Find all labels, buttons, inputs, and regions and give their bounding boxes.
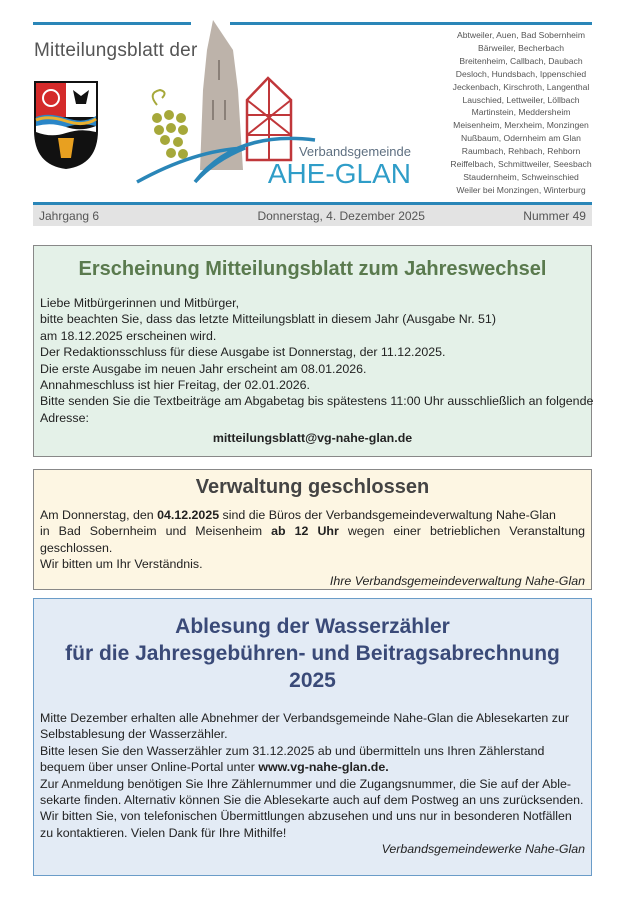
text: sind die Büros der Verbandsgemeindeverwaltung Nahe-Glan — [219, 508, 556, 522]
town-line: Nußbaum, Odernheim am Glan — [461, 133, 581, 144]
text: bequem über unser Online-Portal unter — [40, 760, 259, 775]
text-line: Wir bitten Sie, von telefonischen Übermittlungen abzusehen und uns nur in besonderen Notfällen — [40, 809, 572, 824]
town-line: Lauschied, Lettweiler, Löllbach — [462, 94, 580, 105]
notice-title: Ablesung der Wasserzähler — [175, 615, 450, 638]
text-line: Wir bitten um Ihr Verständnis. — [40, 557, 203, 572]
town-line: Reiffelbach, Schmittweiler, Seesbach — [450, 159, 592, 170]
masthead-title: Mitteilungsblatt der — [34, 40, 198, 61]
text-line: Liebe Mitbürgerinnen und Mitbürger, — [40, 296, 240, 310]
text-line: Adresse: — [40, 410, 89, 425]
text-line: Der Redaktionsschluss für diese Ausgabe ist Donnerstag, der 11.12.2025. — [40, 345, 446, 360]
issue-date: Donnerstag, 4. Dezember 2025 — [257, 208, 425, 223]
town-line: Raumbach, Rehbach, Rehborn — [461, 146, 581, 157]
text-line: Mitte Dezember erhalten alle Abnehmer der Verbandsgemeinde Nahe-Glan die Ablesekarten zur — [40, 711, 569, 725]
issue-number: Nummer 49 — [523, 208, 586, 223]
logo-name: AHE-GLAN — [267, 158, 411, 189]
town-line: Desloch, Hundsbach, Ippenschied — [455, 68, 587, 79]
text-line: zu kontaktieren. Vielen Dank für Ihre Mithilfe! — [40, 825, 287, 840]
text: in Bad Sobernheim und Meisenheim — [40, 524, 272, 539]
text-line: geschlossen. — [40, 540, 113, 555]
time-bold: ab 12 Uhr — [271, 524, 339, 539]
town-line: Staudernheim, Schweinschied — [463, 171, 579, 182]
text-line: Annahmeschluss ist hier Freitag, der 02.01.2026. — [40, 378, 310, 393]
text-line: Zur Anmeldung benötigen Sie Ihre Zählernummer und die Zugangsnummer, die Sie auf der Able- — [40, 776, 572, 791]
date-bold: 04.12.2025 — [157, 508, 220, 522]
town-line: Abtweiler, Auen, Bad Sobernheim — [456, 30, 586, 40]
member-municipalities — [442, 29, 600, 197]
logo-subtitle: Verbandsgemeinde — [298, 144, 411, 159]
notice-water-meter — [33, 598, 592, 876]
text-line: Bitte lesen Sie den Wasserzähler zum 31.12.2025 ab und übermitteln uns Ihren Zählerstand — [40, 743, 545, 758]
text-line: Selbstablesung der Wasserzähler. — [40, 727, 228, 742]
notice-year-end — [33, 245, 592, 457]
notice-title: für die Jahresgebühren- und Beitragsabrechnung — [65, 642, 560, 665]
notice-title: Erscheinung Mitteilungsblatt zum Jahreswechsel — [78, 258, 547, 280]
issue-bar — [33, 202, 592, 226]
coat-of-arms-logo — [33, 80, 99, 170]
nahe-glan-logo — [135, 20, 415, 190]
notice-title: 2025 — [289, 669, 336, 692]
text-line: am 18.12.2025 erscheinen wird. — [40, 328, 217, 343]
town-line: Weiler bei Monzingen, Winterburg — [456, 184, 586, 195]
signature: Ihre Verbandsgemeindeverwaltung Nahe-Glan — [329, 573, 585, 588]
text-line: sekarte finden. Alternativ können Sie die Ablesekarte auch auf dem Postweg an uns zurücksenden. — [40, 793, 584, 808]
town-line: Martinstein, Meddersheim — [471, 107, 571, 118]
signature: Verbandsgemeindewerke Nahe-Glan — [381, 842, 585, 857]
email-link[interactable]: mitteilungsblatt@vg-nahe-glan.de — [212, 431, 413, 446]
town-line: Breitenheim, Callbach, Daubach — [459, 55, 583, 66]
town-line: Meisenheim, Merxheim, Monzingen — [453, 120, 589, 131]
text-line: bitte beachten Sie, dass das letzte Mitteilungsblatt in diesem Jahr (Ausgabe Nr. 51) — [40, 312, 496, 327]
text: wegen einer betrieblichen Veranstaltung — [338, 524, 586, 539]
portal-link[interactable]: www.vg-nahe-glan.de. — [258, 760, 389, 775]
town-line: Bärweiler, Becherbach — [478, 42, 564, 53]
text-line: Die erste Ausgabe im neuen Jahr erscheint am 08.01.2026. — [40, 361, 367, 376]
volume: Jahrgang 6 — [39, 208, 100, 223]
notice-title: Verwaltung geschlossen — [195, 476, 430, 498]
town-line: Jeckenbach, Kirschroth, Langenthal — [452, 81, 590, 92]
text: Am Donnerstag, den — [40, 508, 158, 522]
text-line: Bitte senden Sie die Textbeiträge am Abgabetag bis spätestens 11:00 Uhr ausschließlich an folgende — [40, 394, 594, 409]
notice-office-closed — [33, 469, 592, 590]
